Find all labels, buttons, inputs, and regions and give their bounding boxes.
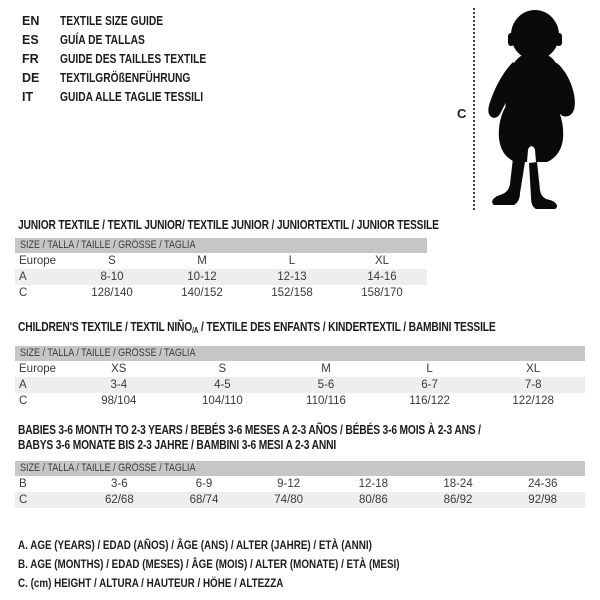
language-code: DE xyxy=(22,70,40,85)
size-cell: XL xyxy=(374,255,390,267)
size-cell: 104/110 xyxy=(202,395,243,407)
table-row-age xyxy=(15,269,427,285)
size-cell: 92/98 xyxy=(528,494,558,506)
row-label: C xyxy=(19,395,28,407)
size-cell: 3-6 xyxy=(111,478,128,490)
size-cell: M xyxy=(321,363,331,375)
size-cell: 122/128 xyxy=(512,395,554,407)
junior-section-title xyxy=(18,218,531,232)
height-label-c: C xyxy=(457,106,467,121)
size-cell: 86/92 xyxy=(443,494,473,506)
row-label: B xyxy=(19,478,27,490)
row-label: C xyxy=(19,287,28,299)
size-cell: 116/122 xyxy=(409,395,450,407)
size-cell: XL xyxy=(526,363,541,375)
children-title-subscript: /A xyxy=(192,326,199,335)
size-cell: 80/86 xyxy=(358,494,388,506)
children-section-title-text xyxy=(18,320,496,335)
babies-section-title-line1 xyxy=(18,423,582,437)
size-cell: XS xyxy=(111,363,127,375)
size-table-header-text: SIZE / TALLA / TAILLE / GRÖSSE / TAGLIA xyxy=(20,347,196,359)
size-cell: 74/80 xyxy=(274,494,304,506)
table-row-height xyxy=(15,285,427,301)
row-label: C xyxy=(19,494,28,506)
children-title-main: CHILDREN'S TEXTILE / TEXTIL NIÑO xyxy=(18,320,193,334)
junior-size-table xyxy=(15,238,427,301)
language-code: EN xyxy=(22,13,40,28)
size-cell: 6-9 xyxy=(195,478,213,490)
language-row-de xyxy=(22,68,238,87)
size-cell: S xyxy=(218,363,227,375)
size-cell: 12-18 xyxy=(358,478,389,490)
language-label: TEXTILGRÖßENFÜHRUNG xyxy=(60,70,191,85)
table-row-height xyxy=(15,393,585,409)
babies-section-title-line2 xyxy=(18,438,406,452)
size-cell: 152/158 xyxy=(271,287,313,299)
footnote-height-cm xyxy=(18,574,483,593)
language-label: GUIDE DES TAILLES TEXTILE xyxy=(60,51,207,66)
size-cell: 18-24 xyxy=(443,478,473,490)
footnote-age-months xyxy=(18,555,483,574)
size-table-header xyxy=(15,238,427,253)
children-title-rest: / TEXTILE DES ENFANTS / KINDERTEXTIL / BAMBINI TESSILE xyxy=(198,320,496,334)
table-row-europe xyxy=(15,361,585,377)
footnote-age-years xyxy=(18,536,483,555)
row-label: Europe xyxy=(19,363,57,375)
size-cell: S xyxy=(108,255,116,267)
size-table-header xyxy=(15,461,585,476)
language-row-en xyxy=(22,11,238,30)
size-cell: M xyxy=(197,255,207,267)
size-cell: 158/170 xyxy=(361,287,403,299)
size-cell: 9-12 xyxy=(277,478,301,490)
language-code: FR xyxy=(22,51,39,66)
footnotes xyxy=(18,536,483,593)
size-cell: L xyxy=(288,255,296,267)
language-row-fr xyxy=(22,49,238,68)
size-cell: 128/140 xyxy=(91,287,133,299)
size-cell: 4-5 xyxy=(214,379,231,391)
footnote-text: B. AGE (MONTHS) / EDAD (MESES) / ÂGE (MOIS) / ALTER (MONATE) / ETÀ (MESI) xyxy=(18,557,400,571)
row-label: A xyxy=(19,271,27,283)
height-dashed-line xyxy=(473,8,475,210)
size-cell: 7-8 xyxy=(524,379,542,391)
children-size-table xyxy=(15,346,585,409)
size-cell: 14-16 xyxy=(367,271,397,283)
size-cell: 10-12 xyxy=(187,271,217,283)
children-section-title xyxy=(18,320,600,335)
size-cell: 98/104 xyxy=(101,395,137,407)
size-cell: 8-10 xyxy=(100,271,124,283)
language-label: GUIDA ALLE TAGLIE TESSILI xyxy=(60,89,204,104)
size-cell: 5-6 xyxy=(317,379,335,391)
size-cell: 68/74 xyxy=(189,494,219,506)
toddler-silhouette-icon xyxy=(482,6,580,211)
babies-title-line1-text: BABIES 3-6 MONTH TO 2-3 YEARS / BEBÉS 3-6 MESES A 2-3 AÑOS / BÉBÉS 3-6 MOIS À 2-3 ANS / xyxy=(18,423,481,437)
language-row-es xyxy=(22,30,238,49)
size-cell: 12-13 xyxy=(277,271,307,283)
table-row-months xyxy=(15,476,585,492)
row-label: Europe xyxy=(19,255,57,267)
size-table-header xyxy=(15,346,585,361)
size-cell: 140/152 xyxy=(181,287,223,299)
language-code: ES xyxy=(22,32,39,47)
language-label: TEXTILE SIZE GUIDE xyxy=(60,13,164,28)
size-table-header-text: SIZE / TALLA / TAILLE / GRÖSSE / TAGLIA xyxy=(20,239,196,251)
junior-section-title-text: JUNIOR TEXTILE / TEXTIL JUNIOR/ TEXTILE JUNIOR / JUNIORTEXTIL / JUNIOR TESSILE xyxy=(18,218,439,232)
babies-size-table xyxy=(15,461,585,508)
size-cell: L xyxy=(426,363,433,375)
size-table-header-text: SIZE / TALLA / TAILLE / GRÖSSE / TAGLIA xyxy=(20,462,196,474)
size-cell: 110/116 xyxy=(306,395,346,407)
language-label: GUÍA DE TALLAS xyxy=(60,32,145,47)
footnote-text: A. AGE (YEARS) / EDAD (AÑOS) / ÂGE (ANS) / ALTER (JAHRE) / ETÀ (ANNI) xyxy=(18,538,372,552)
table-row-age xyxy=(15,377,585,393)
size-cell: 62/68 xyxy=(104,494,134,506)
language-row-it xyxy=(22,87,238,106)
table-row-height xyxy=(15,492,585,508)
footnote-text: C. (cm) HEIGHT / ALTURA / HAUTEUR / HÖHE / ALTEZZA xyxy=(18,576,284,590)
language-code: IT xyxy=(22,89,34,104)
babies-title-line2-text: BABYS 3-6 MONATE BIS 2-3 JAHRE / BAMBINI 3-6 MESI A 2-3 ANNI xyxy=(18,438,337,452)
size-cell: 6-7 xyxy=(421,379,438,391)
language-list xyxy=(22,11,238,106)
table-row-europe xyxy=(15,253,427,269)
row-label: A xyxy=(19,379,27,391)
size-cell: 3-4 xyxy=(110,379,128,391)
size-cell: 24-36 xyxy=(527,478,558,490)
